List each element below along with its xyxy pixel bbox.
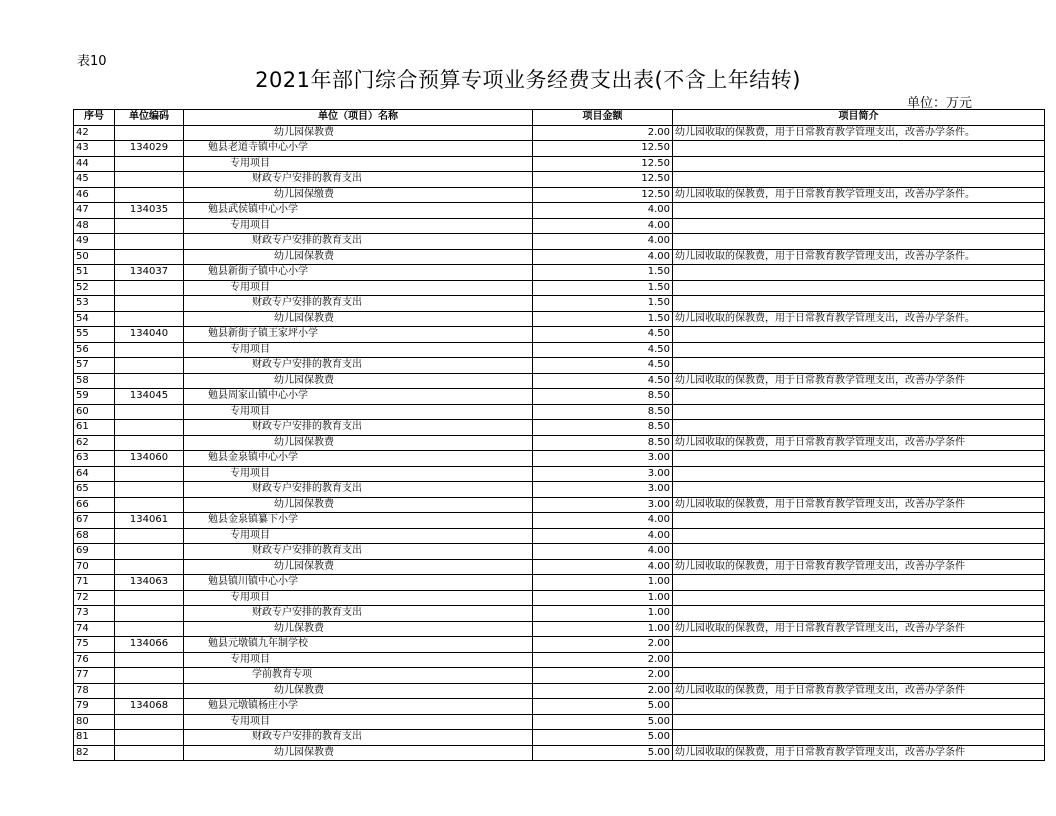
row-description <box>673 575 1045 591</box>
row-unit-name: 幼儿保教费 <box>184 621 533 637</box>
row-seq: 55 <box>74 327 115 343</box>
table-row <box>74 342 1045 358</box>
unit-label: 单位：万元 <box>906 96 972 111</box>
row-description <box>673 637 1045 653</box>
row-seq: 82 <box>74 745 115 761</box>
row-description <box>673 513 1045 529</box>
row-unit-code <box>115 311 184 327</box>
row-amount: 4.50 <box>533 373 673 389</box>
table-body <box>74 125 1045 761</box>
table-row <box>74 714 1045 730</box>
row-amount: 2.00 <box>533 125 673 141</box>
row-description <box>673 420 1045 436</box>
table-row <box>74 265 1045 281</box>
row-amount: 8.50 <box>533 420 673 436</box>
row-description <box>673 668 1045 684</box>
row-seq: 80 <box>74 714 115 730</box>
row-description <box>673 451 1045 467</box>
row-description <box>673 389 1045 405</box>
table-row <box>74 497 1045 513</box>
row-unit-code <box>115 296 184 312</box>
table-row <box>74 745 1045 761</box>
row-description: 幼儿园收取的保教费，用于日常教育教学管理支出，改善办学条件 <box>673 497 1045 513</box>
row-description: 幼儿园收取的保教费，用于日常教育教学管理支出，改善办学条件。 <box>673 187 1045 203</box>
row-seq: 74 <box>74 621 115 637</box>
row-description: 幼儿园收取的保教费，用于日常教育教学管理支出，改善办学条件 <box>673 683 1045 699</box>
header-code: 单位编码 <box>115 110 184 126</box>
row-seq: 48 <box>74 218 115 234</box>
row-unit-code <box>115 172 184 188</box>
page-title: 2021年部门综合预算专项业务经费支出表(不含上年结转) <box>255 68 801 92</box>
budget-table <box>73 109 1045 761</box>
table-row <box>74 358 1045 374</box>
table-row <box>74 668 1045 684</box>
table-row <box>74 466 1045 482</box>
row-unit-name: 专用项目 <box>184 156 533 172</box>
table-row <box>74 373 1045 389</box>
row-seq: 64 <box>74 466 115 482</box>
row-amount: 4.50 <box>533 358 673 374</box>
table-row <box>74 544 1045 560</box>
row-description: 幼儿园收取的保教费，用于日常教育教学管理支出，改善办学条件。 <box>673 125 1045 141</box>
row-seq: 76 <box>74 652 115 668</box>
row-unit-code <box>115 652 184 668</box>
row-amount: 4.00 <box>533 218 673 234</box>
row-amount: 12.50 <box>533 187 673 203</box>
row-unit-code <box>115 497 184 513</box>
row-amount: 5.00 <box>533 730 673 746</box>
row-seq: 77 <box>74 668 115 684</box>
row-unit-name: 财政专户安排的教育支出 <box>184 358 533 374</box>
header-amount: 项目金额 <box>533 110 673 126</box>
table-row <box>74 218 1045 234</box>
table-row <box>74 420 1045 436</box>
row-amount: 4.50 <box>533 342 673 358</box>
row-amount: 2.00 <box>533 652 673 668</box>
row-seq: 58 <box>74 373 115 389</box>
row-description <box>673 280 1045 296</box>
row-description: 幼儿园收取的保教费，用于日常教育教学管理支出，改善办学条件。 <box>673 311 1045 327</box>
row-unit-code <box>115 528 184 544</box>
table-row <box>74 435 1045 451</box>
row-unit-code <box>115 482 184 498</box>
row-unit-name: 专用项目 <box>184 342 533 358</box>
row-unit-code <box>115 249 184 265</box>
row-amount: 5.00 <box>533 714 673 730</box>
row-seq: 49 <box>74 234 115 250</box>
row-unit-name: 勉县元墩镇九年制学校 <box>184 637 533 653</box>
row-description <box>673 234 1045 250</box>
row-description: 幼儿园收取的保教费，用于日常教育教学管理支出，改善办学条件 <box>673 621 1045 637</box>
row-amount: 12.50 <box>533 172 673 188</box>
row-seq: 57 <box>74 358 115 374</box>
row-unit-name: 幼儿园保教费 <box>184 311 533 327</box>
row-unit-code <box>115 435 184 451</box>
row-unit-code <box>115 404 184 420</box>
row-unit-code <box>115 606 184 622</box>
row-amount: 4.50 <box>533 327 673 343</box>
table-row <box>74 141 1045 157</box>
row-unit-code <box>115 125 184 141</box>
table-row <box>74 296 1045 312</box>
table-row <box>74 172 1045 188</box>
row-description <box>673 327 1045 343</box>
row-amount: 12.50 <box>533 141 673 157</box>
row-amount: 3.00 <box>533 497 673 513</box>
table-row <box>74 482 1045 498</box>
row-unit-name: 幼儿保教费 <box>184 683 533 699</box>
row-seq: 61 <box>74 420 115 436</box>
row-seq: 59 <box>74 389 115 405</box>
row-seq: 50 <box>74 249 115 265</box>
row-description <box>673 141 1045 157</box>
row-unit-name: 财政专户安排的教育支出 <box>184 482 533 498</box>
row-unit-code <box>115 218 184 234</box>
row-unit-name: 勉县金泉镇纂下小学 <box>184 513 533 529</box>
row-unit-name: 勉县金泉镇中心小学 <box>184 451 533 467</box>
row-seq: 67 <box>74 513 115 529</box>
row-amount: 4.00 <box>533 559 673 575</box>
table-row <box>74 528 1045 544</box>
row-unit-code <box>115 187 184 203</box>
row-unit-code <box>115 358 184 374</box>
row-unit-name: 幼儿园保教费 <box>184 249 533 265</box>
row-unit-name: 专用项目 <box>184 466 533 482</box>
row-description: 幼儿园收取的保教费，用于日常教育教学管理支出，改善办学条件。 <box>673 249 1045 265</box>
row-seq: 68 <box>74 528 115 544</box>
row-description <box>673 606 1045 622</box>
row-unit-name: 专用项目 <box>184 590 533 606</box>
row-seq: 78 <box>74 683 115 699</box>
table-row <box>74 187 1045 203</box>
row-seq: 69 <box>74 544 115 560</box>
row-amount: 1.00 <box>533 590 673 606</box>
row-unit-name: 勉县镇川镇中心小学 <box>184 575 533 591</box>
row-unit-name: 财政专户安排的教育支出 <box>184 172 533 188</box>
row-unit-code: 134040 <box>115 327 184 343</box>
row-description <box>673 203 1045 219</box>
row-description <box>673 652 1045 668</box>
row-unit-name: 专用项目 <box>184 652 533 668</box>
table-row <box>74 327 1045 343</box>
table-row <box>74 234 1045 250</box>
row-unit-name: 幼儿园保教费 <box>184 435 533 451</box>
table-row <box>74 280 1045 296</box>
row-seq: 81 <box>74 730 115 746</box>
row-unit-name: 勉县武侯镇中心小学 <box>184 203 533 219</box>
table-row <box>74 203 1045 219</box>
row-unit-name: 财政专户安排的教育支出 <box>184 234 533 250</box>
table-row <box>74 249 1045 265</box>
row-seq: 66 <box>74 497 115 513</box>
row-seq: 71 <box>74 575 115 591</box>
row-unit-code <box>115 683 184 699</box>
row-unit-code <box>115 714 184 730</box>
row-unit-name: 学前教育专项 <box>184 668 533 684</box>
table-row <box>74 621 1045 637</box>
row-amount: 8.50 <box>533 389 673 405</box>
row-description: 幼儿园收取的保教费，用于日常教育教学管理支出，改善办学条件 <box>673 745 1045 761</box>
table-row <box>74 513 1045 529</box>
row-amount: 4.00 <box>533 544 673 560</box>
row-seq: 73 <box>74 606 115 622</box>
row-amount: 1.50 <box>533 311 673 327</box>
row-unit-code <box>115 420 184 436</box>
row-unit-name: 勉县老道寺镇中心小学 <box>184 141 533 157</box>
row-seq: 65 <box>74 482 115 498</box>
row-amount: 1.50 <box>533 296 673 312</box>
row-unit-code: 134060 <box>115 451 184 467</box>
header-name: 单位（项目）名称 <box>184 110 533 126</box>
row-unit-code: 134068 <box>115 699 184 715</box>
table-row <box>74 451 1045 467</box>
row-unit-name: 勉县新街子镇中心小学 <box>184 265 533 281</box>
row-unit-code <box>115 280 184 296</box>
row-unit-name: 幼儿园保教费 <box>184 559 533 575</box>
row-seq: 63 <box>74 451 115 467</box>
row-unit-code: 134035 <box>115 203 184 219</box>
row-description: 幼儿园收取的保教费，用于日常教育教学管理支出，改善办学条件 <box>673 373 1045 389</box>
table-row <box>74 637 1045 653</box>
row-description <box>673 296 1045 312</box>
row-unit-code: 134029 <box>115 141 184 157</box>
row-seq: 54 <box>74 311 115 327</box>
row-seq: 60 <box>74 404 115 420</box>
row-amount: 3.00 <box>533 466 673 482</box>
row-seq: 43 <box>74 141 115 157</box>
row-amount: 1.00 <box>533 606 673 622</box>
row-unit-code <box>115 234 184 250</box>
row-unit-code <box>115 745 184 761</box>
table-row <box>74 575 1045 591</box>
row-unit-name: 专用项目 <box>184 404 533 420</box>
row-seq: 75 <box>74 637 115 653</box>
row-seq: 51 <box>74 265 115 281</box>
row-unit-name: 幼儿园保教费 <box>184 745 533 761</box>
row-seq: 46 <box>74 187 115 203</box>
table-row <box>74 652 1045 668</box>
row-amount: 8.50 <box>533 435 673 451</box>
row-amount: 4.00 <box>533 528 673 544</box>
table-header-row <box>74 110 1045 126</box>
row-amount: 3.00 <box>533 451 673 467</box>
header-seq: 序号 <box>74 110 115 126</box>
row-description <box>673 528 1045 544</box>
row-amount: 1.00 <box>533 621 673 637</box>
row-description <box>673 172 1045 188</box>
row-seq: 45 <box>74 172 115 188</box>
row-unit-name: 勉县新街子镇王家坪小学 <box>184 327 533 343</box>
row-unit-name: 财政专户安排的教育支出 <box>184 730 533 746</box>
row-description <box>673 404 1045 420</box>
row-amount: 1.00 <box>533 575 673 591</box>
row-unit-name: 幼儿园保教费 <box>184 373 533 389</box>
table-row <box>74 730 1045 746</box>
header-desc: 项目简介 <box>673 110 1045 126</box>
row-seq: 56 <box>74 342 115 358</box>
row-description: 幼儿园收取的保教费，用于日常教育教学管理支出，改善办学条件 <box>673 435 1045 451</box>
row-description: 幼儿园收取的保教费，用于日常教育教学管理支出，改善办学条件 <box>673 559 1045 575</box>
row-unit-code <box>115 668 184 684</box>
row-unit-name: 专用项目 <box>184 218 533 234</box>
row-amount: 4.00 <box>533 249 673 265</box>
row-amount: 4.00 <box>533 203 673 219</box>
row-unit-code: 134066 <box>115 637 184 653</box>
row-amount: 4.00 <box>533 513 673 529</box>
row-unit-name: 财政专户安排的教育支出 <box>184 606 533 622</box>
row-unit-code <box>115 559 184 575</box>
row-unit-code <box>115 342 184 358</box>
row-amount: 2.00 <box>533 683 673 699</box>
row-description <box>673 156 1045 172</box>
row-unit-code <box>115 730 184 746</box>
row-amount: 5.00 <box>533 745 673 761</box>
row-seq: 53 <box>74 296 115 312</box>
row-amount: 5.00 <box>533 699 673 715</box>
row-unit-code: 134063 <box>115 575 184 591</box>
table-row <box>74 156 1045 172</box>
row-unit-name: 财政专户安排的教育支出 <box>184 420 533 436</box>
row-description <box>673 342 1045 358</box>
table-row <box>74 683 1045 699</box>
row-seq: 72 <box>74 590 115 606</box>
row-unit-name: 勉县周家山镇中心小学 <box>184 389 533 405</box>
row-amount: 12.50 <box>533 156 673 172</box>
row-description <box>673 544 1045 560</box>
row-amount: 1.50 <box>533 265 673 281</box>
row-unit-name: 专用项目 <box>184 714 533 730</box>
row-seq: 79 <box>74 699 115 715</box>
row-amount: 2.00 <box>533 668 673 684</box>
row-unit-name: 勉县元墩镇杨庄小学 <box>184 699 533 715</box>
row-seq: 42 <box>74 125 115 141</box>
row-description <box>673 714 1045 730</box>
row-unit-name: 财政专户安排的教育支出 <box>184 544 533 560</box>
table-row <box>74 559 1045 575</box>
row-seq: 62 <box>74 435 115 451</box>
row-unit-name: 幼儿园保缴费 <box>184 187 533 203</box>
row-amount: 1.50 <box>533 280 673 296</box>
row-unit-name: 幼儿园保教费 <box>184 497 533 513</box>
row-description <box>673 482 1045 498</box>
table-row <box>74 606 1045 622</box>
row-amount: 8.50 <box>533 404 673 420</box>
row-unit-code <box>115 373 184 389</box>
table-row <box>74 590 1045 606</box>
row-description <box>673 730 1045 746</box>
table-number: 表10 <box>77 54 107 69</box>
table-row <box>74 389 1045 405</box>
row-unit-code <box>115 544 184 560</box>
row-description <box>673 590 1045 606</box>
row-amount: 3.00 <box>533 482 673 498</box>
row-seq: 47 <box>74 203 115 219</box>
row-unit-code: 134045 <box>115 389 184 405</box>
row-description <box>673 466 1045 482</box>
row-unit-code <box>115 466 184 482</box>
row-unit-code: 134037 <box>115 265 184 281</box>
row-unit-code <box>115 621 184 637</box>
row-description <box>673 218 1045 234</box>
row-unit-code: 134061 <box>115 513 184 529</box>
row-description <box>673 358 1045 374</box>
row-description <box>673 265 1045 281</box>
row-unit-code <box>115 156 184 172</box>
row-seq: 44 <box>74 156 115 172</box>
row-unit-name: 财政专户安排的教育支出 <box>184 296 533 312</box>
table-row <box>74 125 1045 141</box>
row-unit-code <box>115 590 184 606</box>
row-amount: 2.00 <box>533 637 673 653</box>
table-row <box>74 699 1045 715</box>
row-seq: 70 <box>74 559 115 575</box>
row-seq: 52 <box>74 280 115 296</box>
row-amount: 4.00 <box>533 234 673 250</box>
row-unit-name: 幼儿园保教费 <box>184 125 533 141</box>
table-row <box>74 404 1045 420</box>
row-unit-name: 专用项目 <box>184 280 533 296</box>
row-description <box>673 699 1045 715</box>
table-row <box>74 311 1045 327</box>
row-unit-name: 专用项目 <box>184 528 533 544</box>
